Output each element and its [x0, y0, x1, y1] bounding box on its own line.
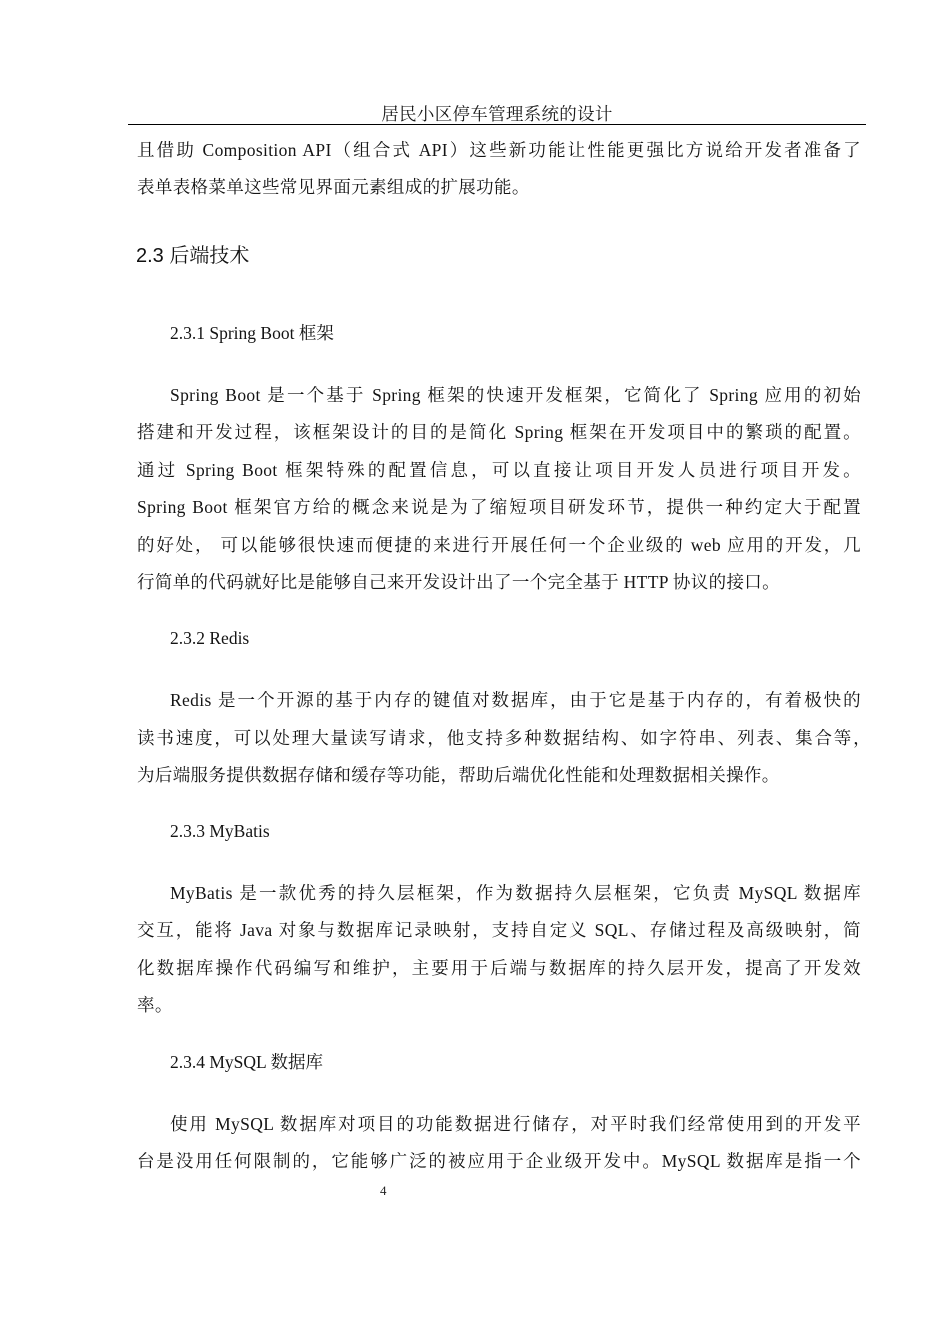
section-heading: 2.3 后端技术	[136, 245, 250, 267]
subsection-heading-mysql: 2.3.4 MySQL 数据库	[170, 1052, 323, 1072]
paragraph-line: 交互，能将 Java 对象与数据库记录映射，支持自定义 SQL、存储过程及高级映射，简	[137, 920, 861, 940]
page-number: 4	[380, 1183, 387, 1198]
paragraph-line: 率。	[137, 995, 173, 1015]
paragraph-line: 读书速度，可以处理大量读写请求，他支持多种数据结构、如字符串、列表、集合等，	[137, 728, 871, 748]
subsection-heading-spring-boot: 2.3.1 Spring Boot 框架	[170, 323, 334, 343]
paragraph-line: 使用 MySQL 数据库对项目的功能数据进行储存，对平时我们经常使用到的开发平	[170, 1114, 861, 1134]
paragraph-line: 为后端服务提供数据存储和缓存等功能，帮助后端优化性能和处理数据相关操作。	[137, 765, 780, 785]
paragraph-line: 台是没用任何限制的，它能够广泛的被应用于企业级开发中。MySQL 数据库是指一个	[137, 1151, 861, 1171]
paragraph-line: Spring Boot 框架官方给的概念来说是为了缩短项目研发环节，提供一种约定大于配置	[137, 497, 861, 517]
paragraph-line: 通过 Spring Boot 框架特殊的配置信息，可以直接让项目开发人员进行项目开发。	[137, 460, 861, 480]
paragraph-line: 行简单的代码就好比是能够自己来开发设计出了一个完全基于 HTTP 协议的接口。	[137, 572, 780, 592]
paragraph-line: Spring Boot 是一个基于 Spring 框架的快速开发框架，它简化了 Spring 应用的初始	[170, 385, 861, 405]
subsection-heading-mybatis: 2.3.3 MyBatis	[170, 821, 270, 841]
header-divider	[128, 124, 866, 125]
paragraph-line: Redis 是一个开源的基于内存的键值对数据库，由于它是基于内存的，有着极快的	[170, 690, 861, 710]
paragraph-line: MyBatis 是一款优秀的持久层框架，作为数据持久层框架，它负责 MySQL 数据库	[170, 883, 861, 903]
paragraph-line: 且借助 Composition API（组合式 API）这些新功能让性能更强比方说给开发者准备了	[137, 140, 861, 160]
paragraph-line: 化数据库操作代码编写和维护，主要用于后端与数据库的持久层开发，提高了开发效	[137, 958, 861, 978]
paragraph-line: 的好处， 可以能够很快速而便捷的来进行开展任何一个企业级的 web 应用的开发，几	[137, 535, 861, 555]
running-header: 居民小区停车管理系统的设计	[381, 104, 613, 124]
subsection-heading-redis: 2.3.2 Redis	[170, 628, 250, 648]
paragraph-line: 表单表格菜单这些常见界面元素组成的扩展功能。	[137, 177, 530, 197]
paragraph-line: 搭建和开发过程，该框架设计的目的是简化 Spring 框架在开发项目中的繁琐的配置。	[137, 422, 861, 442]
